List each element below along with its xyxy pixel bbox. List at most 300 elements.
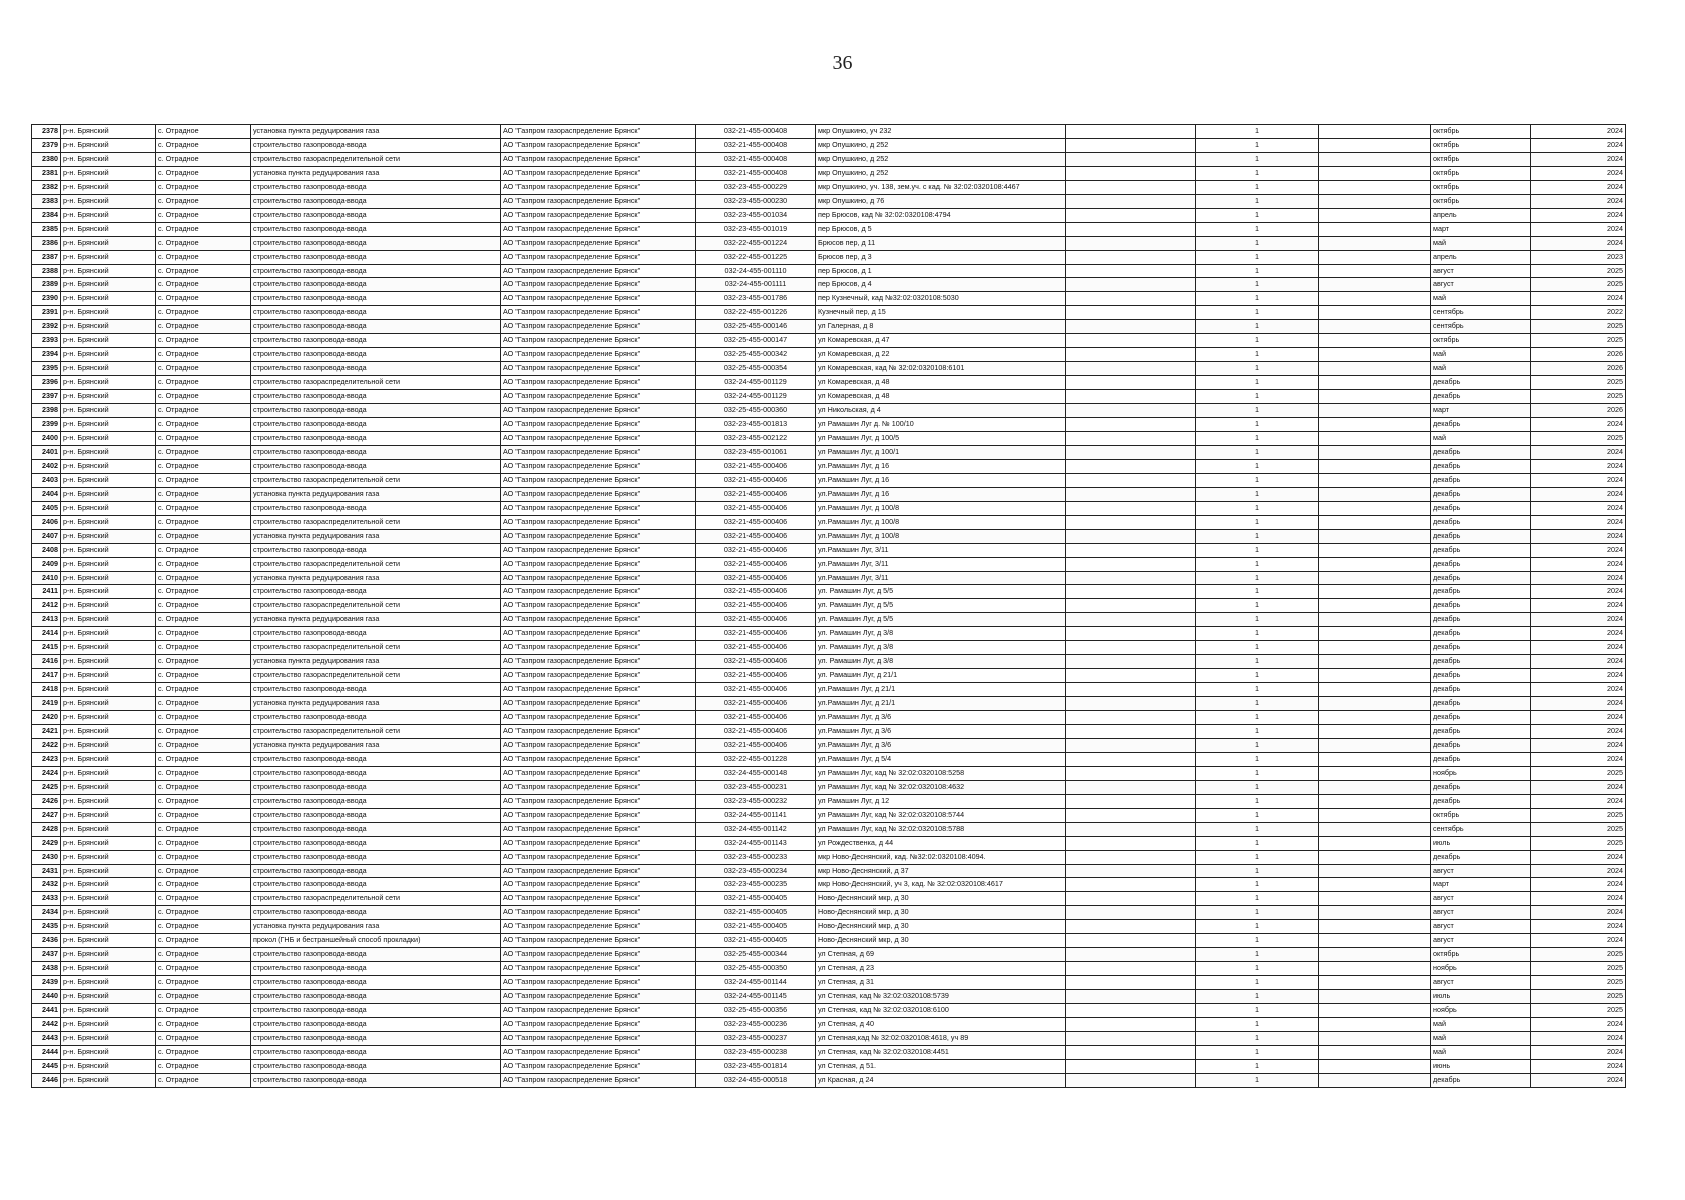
- work-type-cell: строительство газораспределительной сети: [251, 641, 501, 655]
- table-row: [32, 348, 1626, 362]
- quantity-cell: 1: [1196, 641, 1319, 655]
- row-number-cell: 2409: [32, 557, 61, 571]
- empty-cell-2-cell: [1319, 585, 1431, 599]
- month-cell: октябрь: [1431, 152, 1531, 166]
- empty-cell-cell: [1066, 459, 1196, 473]
- empty-cell-cell: [1066, 822, 1196, 836]
- year-cell: 2024: [1531, 473, 1626, 487]
- table-row: [32, 990, 1626, 1004]
- settlement-cell: с. Отрадное: [156, 599, 251, 613]
- year-cell: 2025: [1531, 264, 1626, 278]
- month-cell: декабрь: [1431, 487, 1531, 501]
- work-type-cell: строительство газопровода-ввода: [251, 418, 501, 432]
- work-type-cell: строительство газопровода-ввода: [251, 208, 501, 222]
- year-cell: 2025: [1531, 976, 1626, 990]
- settlement-cell: с. Отрадное: [156, 1004, 251, 1018]
- quantity-cell: 1: [1196, 962, 1319, 976]
- settlement-cell: с. Отрадное: [156, 250, 251, 264]
- year-cell: 2024: [1531, 236, 1626, 250]
- year-cell: 2024: [1531, 166, 1626, 180]
- empty-cell-cell: [1066, 627, 1196, 641]
- empty-cell-cell: [1066, 1073, 1196, 1087]
- empty-cell-2-cell: [1319, 641, 1431, 655]
- request-number-cell: 032-24-455-001111: [696, 278, 816, 292]
- table-row: [32, 306, 1626, 320]
- quantity-cell: 1: [1196, 711, 1319, 725]
- settlement-cell: с. Отрадное: [156, 920, 251, 934]
- quantity-cell: 1: [1196, 892, 1319, 906]
- empty-cell-cell: [1066, 655, 1196, 669]
- settlement-cell: с. Отрадное: [156, 683, 251, 697]
- quantity-cell: 1: [1196, 878, 1319, 892]
- work-type-cell: строительство газопровода-ввода: [251, 683, 501, 697]
- month-cell: октябрь: [1431, 948, 1531, 962]
- settlement-cell: с. Отрадное: [156, 362, 251, 376]
- district-cell: р-н. Брянский: [61, 850, 156, 864]
- empty-cell-cell: [1066, 306, 1196, 320]
- organization-cell: АО "Газпром газораспределение Брянск": [501, 543, 696, 557]
- table-row: [32, 418, 1626, 432]
- district-cell: р-н. Брянский: [61, 794, 156, 808]
- row-number-cell: 2397: [32, 390, 61, 404]
- row-number-cell: 2403: [32, 473, 61, 487]
- empty-cell-cell: [1066, 669, 1196, 683]
- row-number-cell: 2427: [32, 808, 61, 822]
- work-type-cell: установка пункта редуцирования газа: [251, 529, 501, 543]
- year-cell: 2025: [1531, 1004, 1626, 1018]
- empty-cell-2-cell: [1319, 152, 1431, 166]
- organization-cell: АО "Газпром газораспределение Брянск": [501, 780, 696, 794]
- month-cell: декабрь: [1431, 711, 1531, 725]
- address-cell: Брюсов пер, д 11: [816, 236, 1066, 250]
- month-cell: декабрь: [1431, 627, 1531, 641]
- year-cell: 2023: [1531, 250, 1626, 264]
- year-cell: 2024: [1531, 501, 1626, 515]
- month-cell: июль: [1431, 990, 1531, 1004]
- quantity-cell: 1: [1196, 920, 1319, 934]
- quantity-cell: 1: [1196, 697, 1319, 711]
- empty-cell-2-cell: [1319, 780, 1431, 794]
- work-type-cell: строительство газопровода-ввода: [251, 320, 501, 334]
- table-row: [32, 976, 1626, 990]
- table-row: [32, 376, 1626, 390]
- month-cell: август: [1431, 934, 1531, 948]
- address-cell: Ново-Деснянский мкр, д 30: [816, 892, 1066, 906]
- district-cell: р-н. Брянский: [61, 459, 156, 473]
- work-type-cell: строительство газопровода-ввода: [251, 990, 501, 1004]
- row-number-cell: 2426: [32, 794, 61, 808]
- quantity-cell: 1: [1196, 1004, 1319, 1018]
- organization-cell: АО "Газпром газораспределение Брянск": [501, 613, 696, 627]
- settlement-cell: с. Отрадное: [156, 627, 251, 641]
- work-type-cell: строительство газопровода-ввода: [251, 404, 501, 418]
- request-number-cell: 032-21-455-000406: [696, 487, 816, 501]
- page-number: 36: [832, 52, 853, 74]
- district-cell: р-н. Брянский: [61, 864, 156, 878]
- settlement-cell: с. Отрадное: [156, 864, 251, 878]
- request-number-cell: 032-23-455-002122: [696, 431, 816, 445]
- address-cell: мкр Опушкино, д 252: [816, 166, 1066, 180]
- settlement-cell: с. Отрадное: [156, 613, 251, 627]
- month-cell: декабрь: [1431, 683, 1531, 697]
- district-cell: р-н. Брянский: [61, 362, 156, 376]
- request-number-cell: 032-21-455-000406: [696, 571, 816, 585]
- quantity-cell: 1: [1196, 320, 1319, 334]
- month-cell: декабрь: [1431, 850, 1531, 864]
- month-cell: сентябрь: [1431, 822, 1531, 836]
- work-type-cell: строительство газопровода-ввода: [251, 292, 501, 306]
- row-number-cell: 2411: [32, 585, 61, 599]
- organization-cell: АО "Газпром газораспределение Брянск": [501, 362, 696, 376]
- organization-cell: АО "Газпром газораспределение Брянск": [501, 1045, 696, 1059]
- empty-cell-cell: [1066, 180, 1196, 194]
- district-cell: р-н. Брянский: [61, 655, 156, 669]
- table-row: [32, 766, 1626, 780]
- work-type-cell: строительство газораспределительной сети: [251, 473, 501, 487]
- work-type-cell: строительство газораспределительной сети: [251, 152, 501, 166]
- row-number-cell: 2405: [32, 501, 61, 515]
- district-cell: р-н. Брянский: [61, 1004, 156, 1018]
- empty-cell-2-cell: [1319, 376, 1431, 390]
- work-type-cell: строительство газопровода-ввода: [251, 850, 501, 864]
- empty-cell-2-cell: [1319, 431, 1431, 445]
- quantity-cell: 1: [1196, 250, 1319, 264]
- request-number-cell: 032-21-455-000406: [696, 529, 816, 543]
- row-number-cell: 2431: [32, 864, 61, 878]
- district-cell: р-н. Брянский: [61, 278, 156, 292]
- month-cell: декабрь: [1431, 557, 1531, 571]
- empty-cell-2-cell: [1319, 697, 1431, 711]
- quantity-cell: 1: [1196, 431, 1319, 445]
- empty-cell-cell: [1066, 892, 1196, 906]
- year-cell: 2024: [1531, 641, 1626, 655]
- month-cell: май: [1431, 236, 1531, 250]
- empty-cell-2-cell: [1319, 390, 1431, 404]
- settlement-cell: с. Отрадное: [156, 376, 251, 390]
- empty-cell-2-cell: [1319, 850, 1431, 864]
- district-cell: р-н. Брянский: [61, 152, 156, 166]
- work-type-cell: строительство газопровода-ввода: [251, 711, 501, 725]
- year-cell: 2024: [1531, 1059, 1626, 1073]
- request-number-cell: 032-21-455-000406: [696, 697, 816, 711]
- work-type-cell: строительство газопровода-ввода: [251, 627, 501, 641]
- organization-cell: АО "Газпром газораспределение Брянск": [501, 641, 696, 655]
- address-cell: ул.Рамашин Луг, д 16: [816, 473, 1066, 487]
- district-cell: р-н. Брянский: [61, 920, 156, 934]
- table-row: [32, 138, 1626, 152]
- table-row: [32, 948, 1626, 962]
- year-cell: 2022: [1531, 306, 1626, 320]
- table-row: [32, 920, 1626, 934]
- district-cell: р-н. Брянский: [61, 348, 156, 362]
- settlement-cell: с. Отрадное: [156, 473, 251, 487]
- quantity-cell: 1: [1196, 543, 1319, 557]
- request-number-cell: 032-22-455-001225: [696, 250, 816, 264]
- settlement-cell: с. Отрадное: [156, 878, 251, 892]
- year-cell: 2025: [1531, 822, 1626, 836]
- settlement-cell: с. Отрадное: [156, 906, 251, 920]
- district-cell: р-н. Брянский: [61, 948, 156, 962]
- table-row: [32, 404, 1626, 418]
- empty-cell-2-cell: [1319, 278, 1431, 292]
- empty-cell-2-cell: [1319, 459, 1431, 473]
- month-cell: декабрь: [1431, 501, 1531, 515]
- table-row: [32, 292, 1626, 306]
- quantity-cell: 1: [1196, 348, 1319, 362]
- table-row: [32, 641, 1626, 655]
- settlement-cell: с. Отрадное: [156, 990, 251, 1004]
- table-row: [32, 445, 1626, 459]
- organization-cell: АО "Газпром газораспределение Брянск": [501, 292, 696, 306]
- district-cell: р-н. Брянский: [61, 543, 156, 557]
- settlement-cell: с. Отрадное: [156, 1031, 251, 1045]
- empty-cell-cell: [1066, 697, 1196, 711]
- empty-cell-2-cell: [1319, 501, 1431, 515]
- work-type-cell: строительство газопровода-ввода: [251, 780, 501, 794]
- district-cell: р-н. Брянский: [61, 697, 156, 711]
- row-number-cell: 2444: [32, 1045, 61, 1059]
- address-cell: ул.Рамашин Луг, д 100/8: [816, 501, 1066, 515]
- address-cell: ул. Рамашин Луг, д 5/5: [816, 599, 1066, 613]
- row-number-cell: 2401: [32, 445, 61, 459]
- empty-cell-cell: [1066, 836, 1196, 850]
- year-cell: 2025: [1531, 376, 1626, 390]
- address-cell: Ново-Деснянский мкр, д 30: [816, 920, 1066, 934]
- settlement-cell: с. Отрадное: [156, 390, 251, 404]
- request-number-cell: 032-21-455-000406: [696, 669, 816, 683]
- year-cell: 2024: [1531, 752, 1626, 766]
- request-number-cell: 032-24-455-001142: [696, 822, 816, 836]
- empty-cell-2-cell: [1319, 655, 1431, 669]
- year-cell: 2024: [1531, 152, 1626, 166]
- table-row: [32, 515, 1626, 529]
- address-cell: ул.Рамашин Луг, 3/11: [816, 557, 1066, 571]
- empty-cell-cell: [1066, 125, 1196, 139]
- district-cell: р-н. Брянский: [61, 334, 156, 348]
- organization-cell: АО "Газпром газораспределение Брянск": [501, 836, 696, 850]
- address-cell: Кузнечный пер, д 15: [816, 306, 1066, 320]
- month-cell: декабрь: [1431, 613, 1531, 627]
- district-cell: р-н. Брянский: [61, 669, 156, 683]
- request-number-cell: 032-21-455-000408: [696, 166, 816, 180]
- empty-cell-cell: [1066, 724, 1196, 738]
- settlement-cell: с. Отрадное: [156, 501, 251, 515]
- request-number-cell: 032-24-455-001145: [696, 990, 816, 1004]
- year-cell: 2024: [1531, 738, 1626, 752]
- table-row: [32, 166, 1626, 180]
- empty-cell-2-cell: [1319, 962, 1431, 976]
- address-cell: ул Галерная, д 8: [816, 320, 1066, 334]
- year-cell: 2024: [1531, 1018, 1626, 1032]
- work-type-cell: строительство газопровода-ввода: [251, 976, 501, 990]
- quantity-cell: 1: [1196, 1073, 1319, 1087]
- district-cell: р-н. Брянский: [61, 976, 156, 990]
- row-number-cell: 2381: [32, 166, 61, 180]
- quantity-cell: 1: [1196, 376, 1319, 390]
- request-number-cell: 032-23-455-000230: [696, 194, 816, 208]
- address-cell: ул. Рамашин Луг, д 5/5: [816, 613, 1066, 627]
- work-type-cell: установка пункта редуцирования газа: [251, 920, 501, 934]
- year-cell: 2025: [1531, 766, 1626, 780]
- year-cell: 2024: [1531, 697, 1626, 711]
- empty-cell-2-cell: [1319, 166, 1431, 180]
- address-cell: пер Брюсов, кад № 32:02:0320108:4794: [816, 208, 1066, 222]
- quantity-cell: 1: [1196, 264, 1319, 278]
- quantity-cell: 1: [1196, 906, 1319, 920]
- empty-cell-cell: [1066, 152, 1196, 166]
- empty-cell-cell: [1066, 529, 1196, 543]
- empty-cell-cell: [1066, 1018, 1196, 1032]
- empty-cell-2-cell: [1319, 766, 1431, 780]
- quantity-cell: 1: [1196, 487, 1319, 501]
- empty-cell-2-cell: [1319, 948, 1431, 962]
- month-cell: октябрь: [1431, 166, 1531, 180]
- row-number-cell: 2404: [32, 487, 61, 501]
- month-cell: июнь: [1431, 1059, 1531, 1073]
- month-cell: декабрь: [1431, 445, 1531, 459]
- row-number-cell: 2391: [32, 306, 61, 320]
- year-cell: 2025: [1531, 390, 1626, 404]
- month-cell: август: [1431, 976, 1531, 990]
- empty-cell-2-cell: [1319, 752, 1431, 766]
- row-number-cell: 2445: [32, 1059, 61, 1073]
- year-cell: 2024: [1531, 906, 1626, 920]
- quantity-cell: 1: [1196, 390, 1319, 404]
- settlement-cell: с. Отрадное: [156, 794, 251, 808]
- organization-cell: АО "Газпром газораспределение Брянск": [501, 711, 696, 725]
- empty-cell-cell: [1066, 264, 1196, 278]
- month-cell: декабрь: [1431, 655, 1531, 669]
- row-number-cell: 2433: [32, 892, 61, 906]
- year-cell: 2024: [1531, 459, 1626, 473]
- quantity-cell: 1: [1196, 780, 1319, 794]
- month-cell: ноябрь: [1431, 962, 1531, 976]
- work-type-cell: строительство газопровода-ввода: [251, 808, 501, 822]
- row-number-cell: 2412: [32, 599, 61, 613]
- empty-cell-2-cell: [1319, 138, 1431, 152]
- row-number-cell: 2387: [32, 250, 61, 264]
- request-number-cell: 032-21-455-000408: [696, 138, 816, 152]
- empty-cell-cell: [1066, 166, 1196, 180]
- work-type-cell: строительство газораспределительной сети: [251, 515, 501, 529]
- organization-cell: АО "Газпром газораспределение Брянск": [501, 669, 696, 683]
- organization-cell: АО "Газпром газораспределение Брянск": [501, 376, 696, 390]
- table-row: [32, 152, 1626, 166]
- month-cell: декабрь: [1431, 585, 1531, 599]
- row-number-cell: 2418: [32, 683, 61, 697]
- request-number-cell: 032-24-455-000148: [696, 766, 816, 780]
- empty-cell-2-cell: [1319, 320, 1431, 334]
- quantity-cell: 1: [1196, 515, 1319, 529]
- settlement-cell: с. Отрадное: [156, 641, 251, 655]
- district-cell: р-н. Брянский: [61, 222, 156, 236]
- empty-cell-cell: [1066, 990, 1196, 1004]
- row-number-cell: 2383: [32, 194, 61, 208]
- settlement-cell: с. Отрадное: [156, 348, 251, 362]
- settlement-cell: с. Отрадное: [156, 892, 251, 906]
- empty-cell-2-cell: [1319, 1018, 1431, 1032]
- year-cell: 2024: [1531, 515, 1626, 529]
- organization-cell: АО "Газпром газораспределение Брянск": [501, 585, 696, 599]
- address-cell: ул.Рамашин Луг, д 3/6: [816, 724, 1066, 738]
- table-row: [32, 822, 1626, 836]
- district-cell: р-н. Брянский: [61, 180, 156, 194]
- empty-cell-2-cell: [1319, 599, 1431, 613]
- month-cell: октябрь: [1431, 194, 1531, 208]
- empty-cell-2-cell: [1319, 194, 1431, 208]
- empty-cell-cell: [1066, 794, 1196, 808]
- organization-cell: АО "Газпром газораспределение Брянск": [501, 752, 696, 766]
- month-cell: август: [1431, 920, 1531, 934]
- year-cell: 2024: [1531, 222, 1626, 236]
- work-type-cell: строительство газопровода-ввода: [251, 180, 501, 194]
- work-type-cell: строительство газораспределительной сети: [251, 557, 501, 571]
- empty-cell-cell: [1066, 752, 1196, 766]
- work-type-cell: установка пункта редуцирования газа: [251, 125, 501, 139]
- settlement-cell: с. Отрадное: [156, 222, 251, 236]
- settlement-cell: с. Отрадное: [156, 571, 251, 585]
- quantity-cell: 1: [1196, 1031, 1319, 1045]
- month-cell: июль: [1431, 836, 1531, 850]
- request-number-cell: 032-22-455-001226: [696, 306, 816, 320]
- table-row: [32, 431, 1626, 445]
- request-number-cell: 032-21-455-000406: [696, 683, 816, 697]
- quantity-cell: 1: [1196, 362, 1319, 376]
- work-type-cell: строительство газопровода-ввода: [251, 362, 501, 376]
- empty-cell-cell: [1066, 404, 1196, 418]
- table-row: [32, 194, 1626, 208]
- empty-cell-2-cell: [1319, 292, 1431, 306]
- work-type-cell: строительство газопровода-ввода: [251, 138, 501, 152]
- district-cell: р-н. Брянский: [61, 306, 156, 320]
- quantity-cell: 1: [1196, 501, 1319, 515]
- row-number-cell: 2421: [32, 724, 61, 738]
- organization-cell: АО "Газпром газораспределение Брянск": [501, 487, 696, 501]
- work-type-cell: строительство газораспределительной сети: [251, 599, 501, 613]
- empty-cell-2-cell: [1319, 543, 1431, 557]
- organization-cell: АО "Газпром газораспределение Брянск": [501, 655, 696, 669]
- quantity-cell: 1: [1196, 738, 1319, 752]
- request-number-cell: 032-23-455-000233: [696, 850, 816, 864]
- district-cell: р-н. Брянский: [61, 501, 156, 515]
- district-cell: р-н. Брянский: [61, 1031, 156, 1045]
- organization-cell: АО "Газпром газораспределение Брянск": [501, 404, 696, 418]
- table-row: [32, 780, 1626, 794]
- address-cell: ул Рамашин Луг, кад № 32:02:0320108:5744: [816, 808, 1066, 822]
- district-cell: р-н. Брянский: [61, 557, 156, 571]
- empty-cell-cell: [1066, 808, 1196, 822]
- row-number-cell: 2417: [32, 669, 61, 683]
- empty-cell-cell: [1066, 738, 1196, 752]
- organization-cell: АО "Газпром газораспределение Брянск": [501, 697, 696, 711]
- empty-cell-cell: [1066, 878, 1196, 892]
- quantity-cell: 1: [1196, 152, 1319, 166]
- row-number-cell: 2398: [32, 404, 61, 418]
- organization-cell: АО "Газпром газораспределение Брянск": [501, 850, 696, 864]
- request-number-cell: 032-24-455-001129: [696, 376, 816, 390]
- settlement-cell: с. Отрадное: [156, 334, 251, 348]
- year-cell: 2024: [1531, 585, 1626, 599]
- row-number-cell: 2429: [32, 836, 61, 850]
- table-row: [32, 236, 1626, 250]
- work-type-cell: строительство газораспределительной сети: [251, 892, 501, 906]
- request-number-cell: 032-21-455-000406: [696, 738, 816, 752]
- district-cell: р-н. Брянский: [61, 125, 156, 139]
- work-type-cell: строительство газопровода-ввода: [251, 222, 501, 236]
- request-number-cell: 032-21-455-000406: [696, 655, 816, 669]
- empty-cell-cell: [1066, 138, 1196, 152]
- settlement-cell: с. Отрадное: [156, 752, 251, 766]
